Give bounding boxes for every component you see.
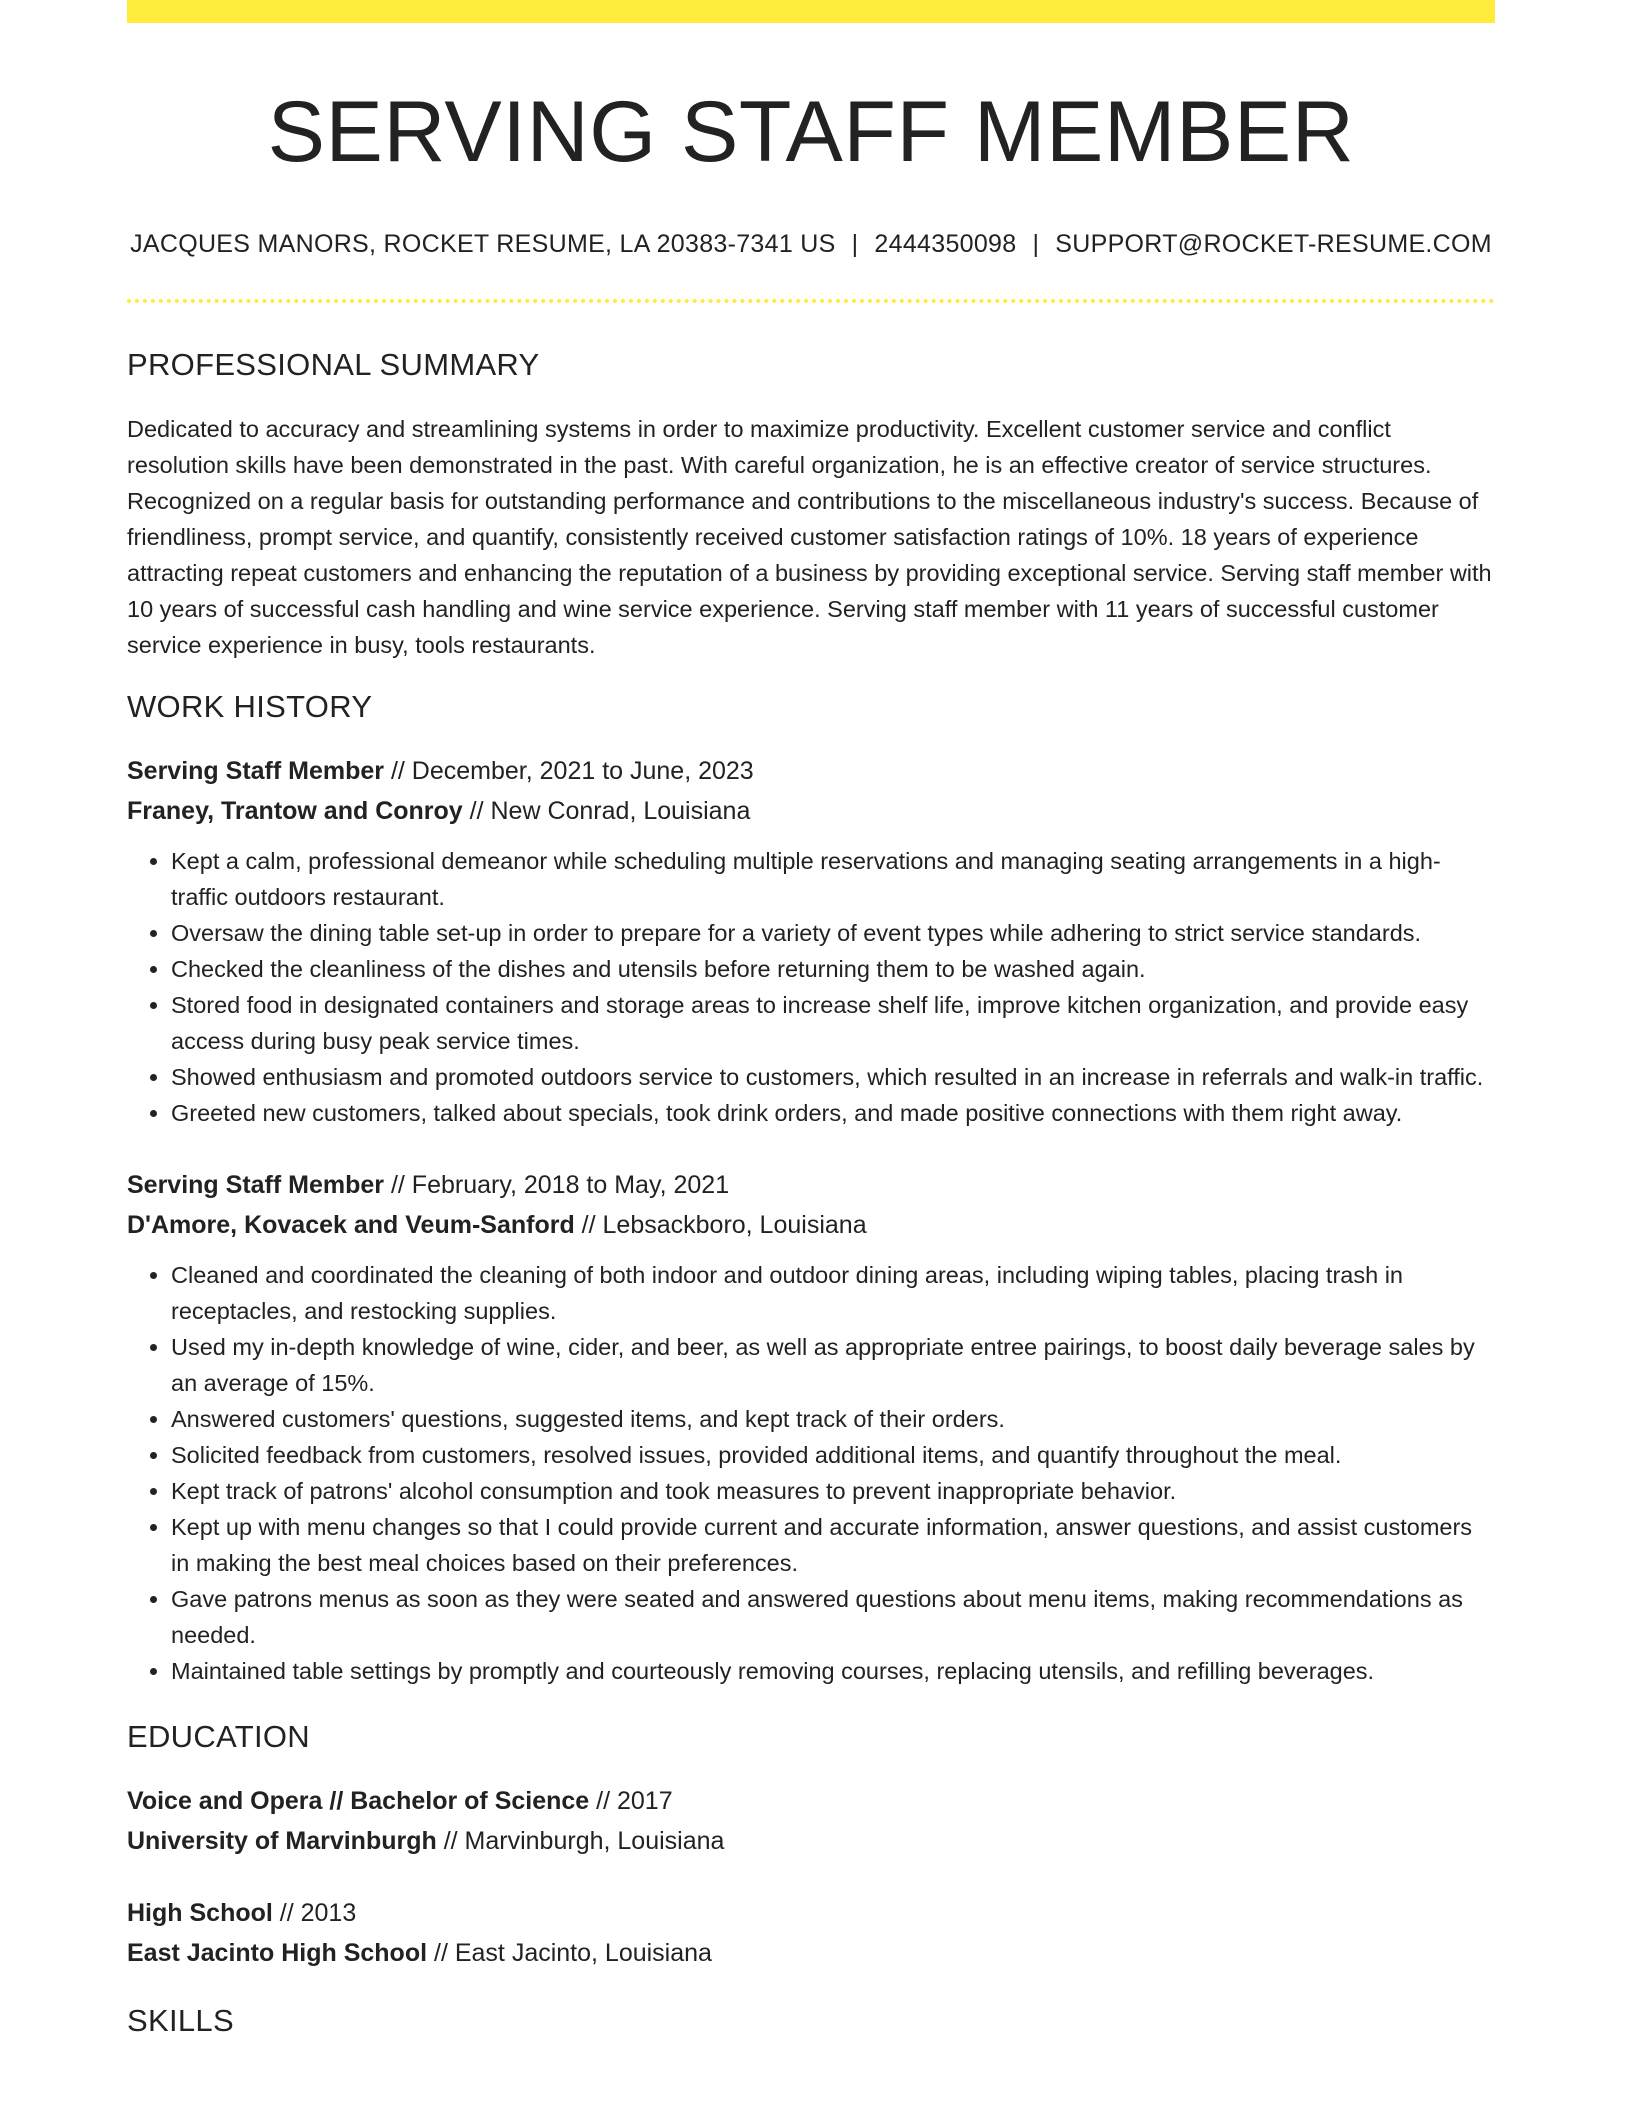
job-company: Franey, Trantow and Conroy (127, 796, 463, 825)
education-entry (127, 1781, 1495, 1861)
education-degree-line (127, 1781, 1495, 1821)
duty-item: • Showed enthusiasm and promoted outdoors service to customers, which resulted in an increase in referrals and walk-in traffic. (171, 1059, 1495, 1095)
education-year: // 2013 (272, 1898, 357, 1927)
duty-item: • Kept track of patrons' alcohol consumption and took measures to prevent inappropriate behavior. (171, 1473, 1495, 1509)
education-degree-line (127, 1893, 1495, 1933)
accent-top-bar (127, 0, 1495, 23)
section-title-work-history: WORK HISTORY (127, 688, 373, 724)
summary-paragraph: Dedicated to accuracy and streamlining systems in order to maximize productivity. Excellent customer service and conflict resolution skills have been demonstrated in the past. With careful organization, he is an effective creator of service structures. Recognized on a regular basis for outstanding performance and contributions to the miscellaneous industry's success. Because of friendliness, prompt service, and quantify, consistently received customer satisfaction ratings of 10%. 18 years of experience attracting repeat customers and enhancing the reputation of a business by providing exceptional service. Serving staff member with 10 years of successful cash handling and wine service experience. Serving staff member with 11 years of successful customer service experience in busy, tools restaurants. (127, 415, 1492, 658)
duties-list (127, 843, 1495, 1131)
job-role-line (127, 1165, 1495, 1205)
job-dates: // December, 2021 to June, 2023 (384, 756, 754, 785)
education-location: // Marvinburgh, Louisiana (436, 1826, 725, 1855)
section-title-summary: PROFESSIONAL SUMMARY (127, 346, 540, 382)
contact-separator: | (851, 229, 859, 258)
job-company-line (127, 791, 1495, 831)
job-entry (127, 1165, 1495, 1689)
duty-item: • Kept a calm, professional demeanor while scheduling multiple reservations and managing seating arrangements in a high-traffic outdoors restaurant. (171, 843, 1495, 915)
duty-item: • Maintained table settings by promptly and courteously removing courses, replacing utensils, and refilling beverages. (171, 1653, 1495, 1689)
section-title-education: EDUCATION (127, 1718, 310, 1754)
education-year: // 2017 (589, 1786, 673, 1815)
contact-phone: 2444350098 (874, 229, 1017, 258)
contact-email: SUPPORT@ROCKET-RESUME.COM (1055, 229, 1492, 258)
duty-item: • Checked the cleanliness of the dishes and utensils before returning them to be washed again. (171, 951, 1495, 987)
job-role: Serving Staff Member (127, 1170, 385, 1199)
education-degree: High School (127, 1898, 273, 1927)
job-company-line (127, 1205, 1495, 1245)
duty-item: • Gave patrons menus as soon as they were seated and answered questions about menu items, making recommendations as needed. (171, 1581, 1495, 1653)
duty-item: • Greeted new customers, talked about specials, took drink orders, and made positive connections with them right away. (171, 1095, 1495, 1131)
education-school: University of Marvinburgh (127, 1826, 437, 1855)
education-school-line (127, 1821, 1495, 1861)
education-school-line (127, 1933, 1495, 1973)
job-role-line (127, 751, 1495, 791)
job-role: Serving Staff Member (127, 756, 385, 785)
duty-item: • Cleaned and coordinated the cleaning of both indoor and outdoor dining areas, including wiping tables, placing trash in receptacles, and restocking supplies. (171, 1257, 1495, 1329)
job-dates: // February, 2018 to May, 2021 (384, 1170, 730, 1199)
job-location: // New Conrad, Louisiana (462, 796, 751, 825)
contact-separator: | (1032, 229, 1040, 258)
contact-line (127, 230, 1495, 259)
job-company: D'Amore, Kovacek and Veum-Sanford (127, 1210, 575, 1239)
education-location: // East Jacinto, Louisiana (427, 1938, 712, 1967)
education-school: East Jacinto High School (127, 1938, 428, 1967)
duty-item: • Oversaw the dining table set-up in order to prepare for a variety of event types while adhering to strict service standards. (171, 915, 1495, 951)
duty-item: • Solicited feedback from customers, resolved issues, provided additional items, and quantify throughout the meal. (171, 1437, 1495, 1473)
duty-item: • Answered customers' questions, suggested items, and kept track of their orders. (171, 1401, 1495, 1437)
section-title-skills: SKILLS (127, 2002, 234, 2038)
education-degree: Voice and Opera // Bachelor of Science (127, 1786, 590, 1815)
resume-title: SERVING STAFF MEMBER (267, 84, 1355, 180)
duty-item: • Stored food in designated containers and storage areas to increase shelf life, improve kitchen organization, and provide easy access during busy peak service times. (171, 987, 1495, 1059)
duty-item: • Kept up with menu changes so that I could provide current and accurate information, answer questions, and assist customers in making the best meal choices based on their preferences. (171, 1509, 1495, 1581)
resume-page (127, 0, 1495, 2039)
contact-address: JACQUES MANORS, ROCKET RESUME, LA 20383-7341 US (130, 229, 836, 258)
duties-list (127, 1257, 1495, 1689)
duty-item: • Used my in-depth knowledge of wine, cider, and beer, as well as appropriate entree pairings, to boost daily beverage sales by an average of 15%. (171, 1329, 1495, 1401)
education-entry (127, 1893, 1495, 1973)
job-location: // Lebsackboro, Louisiana (574, 1210, 867, 1239)
job-entry (127, 751, 1495, 1131)
dotted-divider (127, 299, 1495, 303)
